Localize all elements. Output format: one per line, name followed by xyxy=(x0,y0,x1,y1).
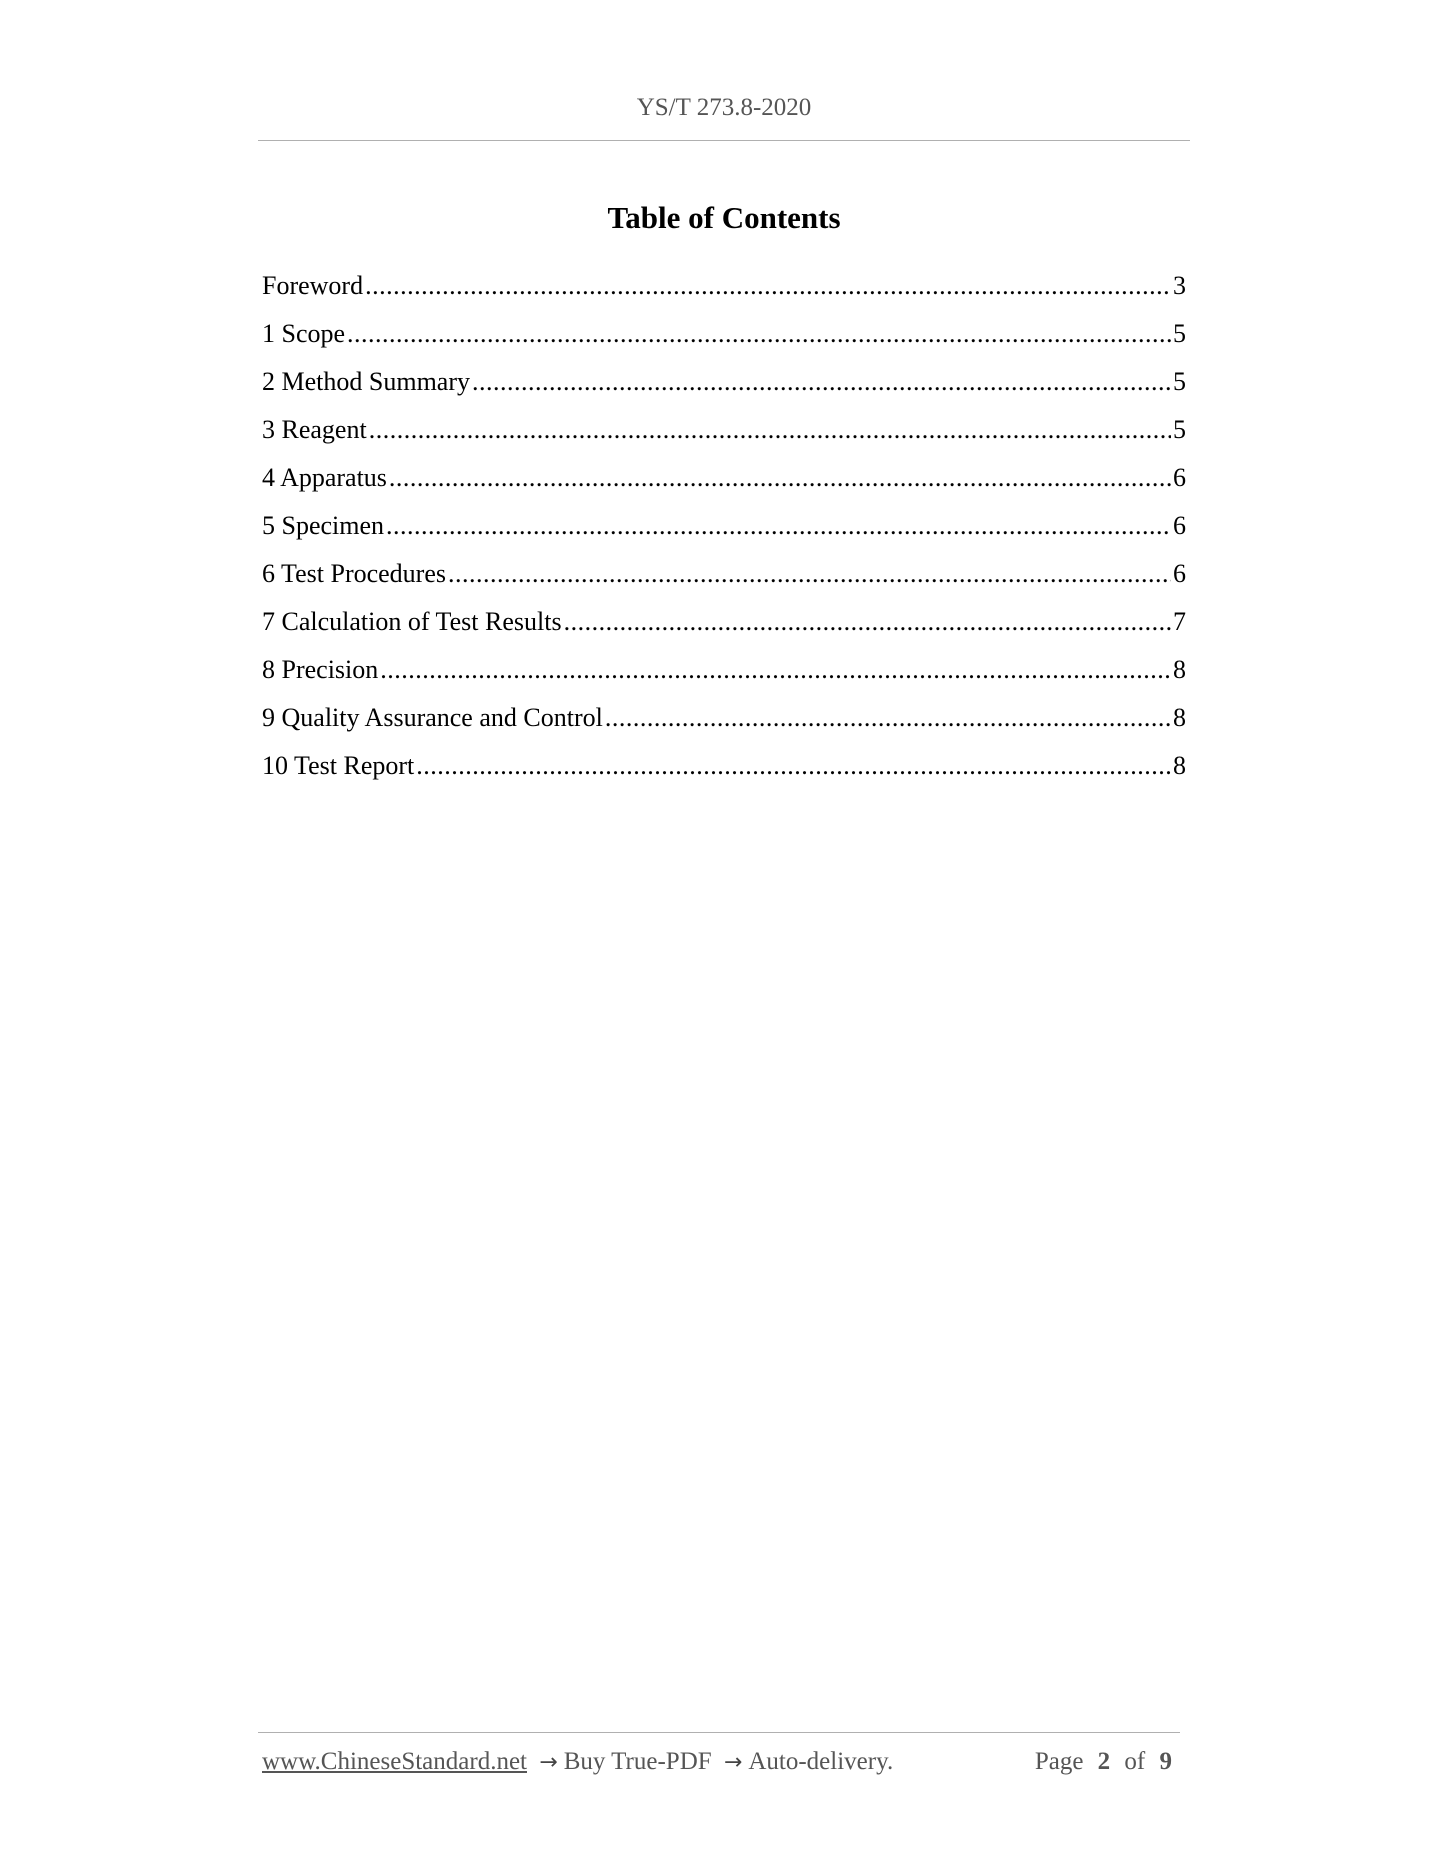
toc-entry-label: 8 Precision xyxy=(262,655,379,684)
toc-leader-dots xyxy=(472,358,1171,406)
toc-entry-precision[interactable] xyxy=(262,646,1186,694)
footer-promo xyxy=(262,1748,893,1776)
delivery-text: Auto-delivery. xyxy=(748,1748,894,1775)
toc-leader-dots xyxy=(380,646,1171,694)
toc-entry-page: 8 xyxy=(1173,655,1186,684)
toc-entry-label: 10 Test Report xyxy=(262,751,415,780)
toc-entry-apparatus[interactable] xyxy=(262,454,1186,502)
toc-entry-page: 5 xyxy=(1173,415,1186,444)
toc-entry-page: 6 xyxy=(1173,511,1186,540)
toc-entry-test-procedures[interactable] xyxy=(262,550,1186,598)
toc-entry-label: 3 Reagent xyxy=(262,415,367,444)
page-current: 2 xyxy=(1097,1748,1111,1775)
toc-leader-dots xyxy=(369,406,1171,454)
toc-leader-dots xyxy=(389,454,1171,502)
toc-entry-page: 8 xyxy=(1173,751,1186,780)
toc-leader-dots xyxy=(605,694,1171,742)
toc-leader-dots xyxy=(416,742,1171,790)
right-arrow-icon: → xyxy=(723,1750,743,1775)
toc-entry-page: 5 xyxy=(1173,319,1186,348)
toc-entry-page: 5 xyxy=(1173,367,1186,396)
toc-entry-method-summary[interactable] xyxy=(262,358,1186,406)
toc-entry-foreword[interactable] xyxy=(262,262,1186,310)
toc-entry-page: 3 xyxy=(1173,271,1186,300)
website-link[interactable]: www.ChineseStandard.net xyxy=(262,1748,527,1775)
toc-entry-specimen[interactable] xyxy=(262,502,1186,550)
toc-entry-label: 1 Scope xyxy=(262,319,346,348)
toc-entry-calculation[interactable] xyxy=(262,598,1186,646)
toc-entry-label: 4 Apparatus xyxy=(262,463,387,492)
header-divider xyxy=(258,140,1190,141)
toc-leader-dots xyxy=(347,310,1171,358)
of-label: of xyxy=(1124,1748,1146,1775)
toc-list xyxy=(262,262,1186,790)
toc-entry-page: 7 xyxy=(1173,607,1186,636)
toc-leader-dots xyxy=(365,262,1171,310)
toc-entry-page: 8 xyxy=(1173,703,1186,732)
page-indicator xyxy=(1035,1748,1180,1776)
document-header-code: YS/T 273.8-2020 xyxy=(636,94,812,121)
buy-text: Buy True-PDF xyxy=(563,1748,712,1775)
toc-entry-page: 6 xyxy=(1173,463,1186,492)
page-total: 9 xyxy=(1159,1748,1172,1775)
toc-leader-dots xyxy=(448,550,1171,598)
page-label: Page xyxy=(1034,1748,1084,1775)
toc-heading: Table of Contents xyxy=(607,200,841,235)
toc-entry-scope[interactable] xyxy=(262,310,1186,358)
toc-entry-test-report[interactable] xyxy=(262,742,1186,790)
toc-entry-reagent[interactable] xyxy=(262,406,1186,454)
toc-entry-page: 6 xyxy=(1173,559,1186,588)
toc-entry-label: Foreword xyxy=(262,271,364,300)
toc-entry-label: 5 Specimen xyxy=(262,511,385,540)
toc-leader-dots xyxy=(564,598,1171,646)
toc-entry-label: 2 Method Summary xyxy=(262,367,470,396)
toc-entry-label: 7 Calculation of Test Results xyxy=(262,607,562,636)
toc-entry-label: 9 Quality Assurance and Control xyxy=(262,703,603,732)
toc-entry-label: 6 Test Procedures xyxy=(262,559,446,588)
toc-leader-dots xyxy=(386,502,1171,550)
right-arrow-icon: → xyxy=(539,1750,558,1775)
page-footer xyxy=(262,1748,1180,1776)
toc-entry-quality-assurance[interactable] xyxy=(262,694,1186,742)
footer-divider xyxy=(258,1732,1180,1733)
